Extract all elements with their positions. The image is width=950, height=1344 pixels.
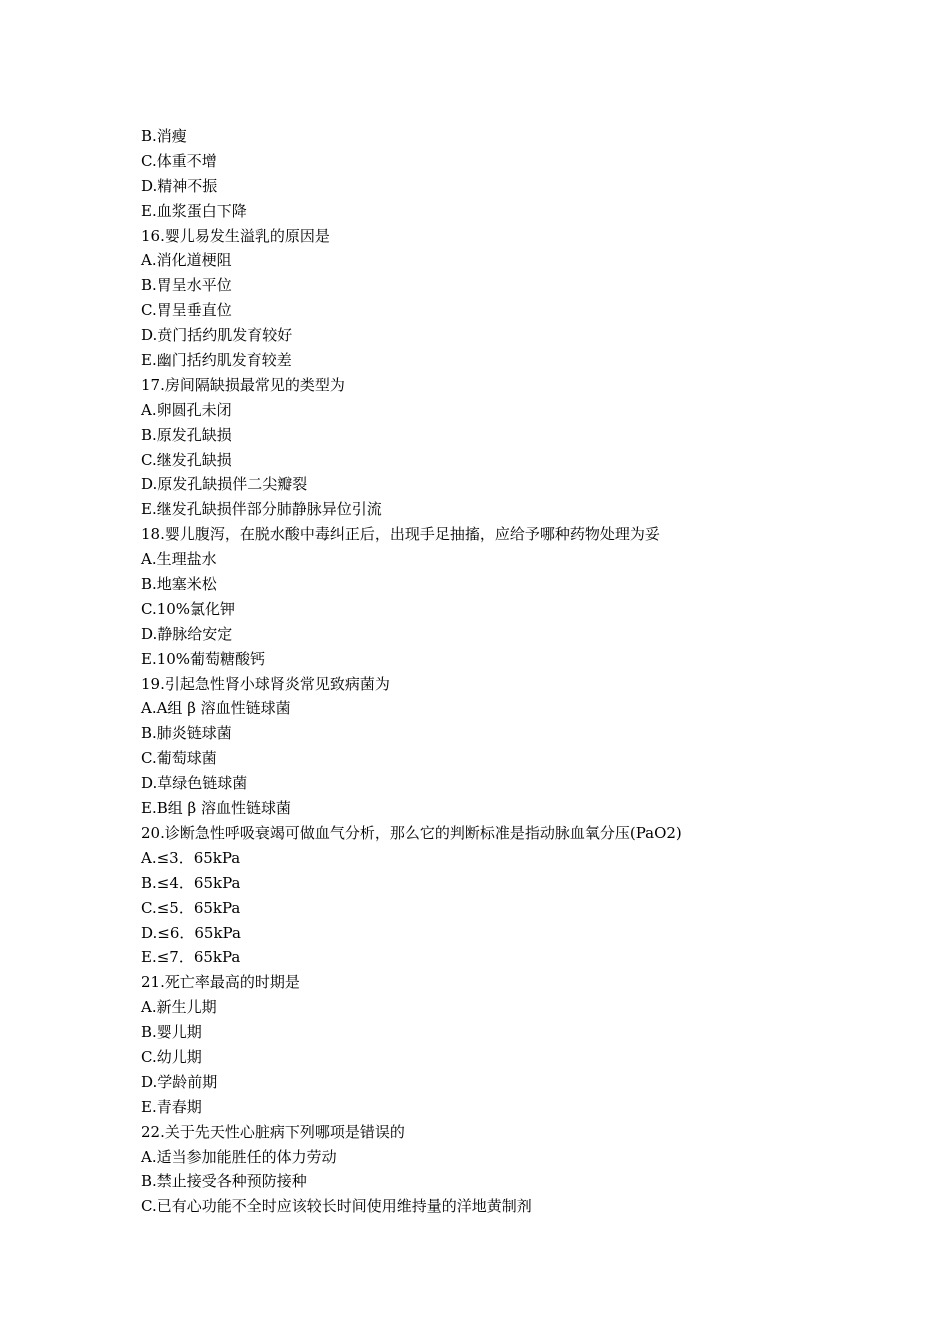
- text-line: C.≤5．65kPa: [141, 898, 241, 917]
- text-line: E.≤7．65kPa: [141, 948, 241, 967]
- text-line: D.贲门括约肌发育较好: [141, 326, 293, 345]
- text-line: B.婴儿期: [141, 1023, 202, 1042]
- text-line: E.幽门括约肌发育较差: [141, 351, 292, 370]
- text-line: C.10%氯化钾: [141, 599, 236, 618]
- text-line: B.禁止接受各种预防接种: [141, 1172, 307, 1191]
- text-line: A.新生儿期: [141, 998, 217, 1017]
- text-line: 18.婴儿腹泻，在脱水酸中毒纠正后，出现手足抽搐，应给予哪种药物处理为妥: [141, 525, 660, 544]
- text-line: B.消瘦: [141, 127, 187, 145]
- text-line: A.≤3．65kPa: [141, 848, 241, 867]
- text-line: A.消化道梗阻: [141, 251, 232, 270]
- text-line: B.肺炎链球菌: [141, 724, 232, 743]
- text-line: A.卵圆孔未闭: [141, 400, 232, 419]
- text-line: A.适当参加能胜任的体力劳动: [141, 1147, 337, 1166]
- text-line: A.A组 β 溶血性链球菌: [141, 699, 291, 718]
- text-line: B.地塞米松: [141, 575, 217, 594]
- text-line: C.已有心功能不全时应该较长时间使用维持量的洋地黄制剂: [141, 1197, 532, 1216]
- text-line: E.血浆蛋白下降: [141, 201, 247, 220]
- text-line: E.10%葡萄糖酸钙: [141, 649, 266, 668]
- text-line: D.精神不振: [141, 176, 218, 195]
- text-line: C.继发孔缺损: [141, 450, 232, 469]
- text-line: E.青春期: [141, 1097, 202, 1116]
- text-line: 22.关于先天性心脏病下列哪项是错误的: [141, 1122, 405, 1141]
- text-line: C.葡萄球菌: [141, 749, 217, 768]
- text-line: C.体重不增: [141, 151, 217, 170]
- text-line: B.原发孔缺损: [141, 425, 232, 444]
- text-line: C.胃呈垂直位: [141, 301, 232, 320]
- document-body: [141, 124, 841, 1219]
- text-line: D.学龄前期: [141, 1072, 218, 1091]
- text-line: 19.引起急性肾小球肾炎常见致病菌为: [141, 674, 390, 693]
- text-line: 21.死亡率最高的时期是: [141, 973, 300, 992]
- text-line: D.静脉给安定: [141, 624, 233, 643]
- text-line: 20.诊断急性呼吸衰竭可做血气分析，那么它的判断标准是指动脉血氧分压(PaO2): [141, 823, 682, 842]
- text-line: 16.婴儿易发生溢乳的原因是: [141, 226, 330, 245]
- text-line: E.继发孔缺损伴部分肺静脉异位引流: [141, 500, 382, 519]
- text-line: C.幼儿期: [141, 1047, 202, 1066]
- text-line: 17.房间隔缺损最常见的类型为: [141, 375, 345, 394]
- text-line: D.草绿色链球菌: [141, 774, 248, 793]
- text-line: E.B组 β 溶血性链球菌: [141, 799, 291, 818]
- text-line: B.≤4．65kPa: [141, 873, 241, 892]
- text-line: D.原发孔缺损伴二尖瓣裂: [141, 475, 308, 494]
- text-line: D.≤6．65kPa: [141, 923, 241, 942]
- text-line: B.胃呈水平位: [141, 276, 232, 295]
- text-line: A.生理盐水: [141, 550, 217, 569]
